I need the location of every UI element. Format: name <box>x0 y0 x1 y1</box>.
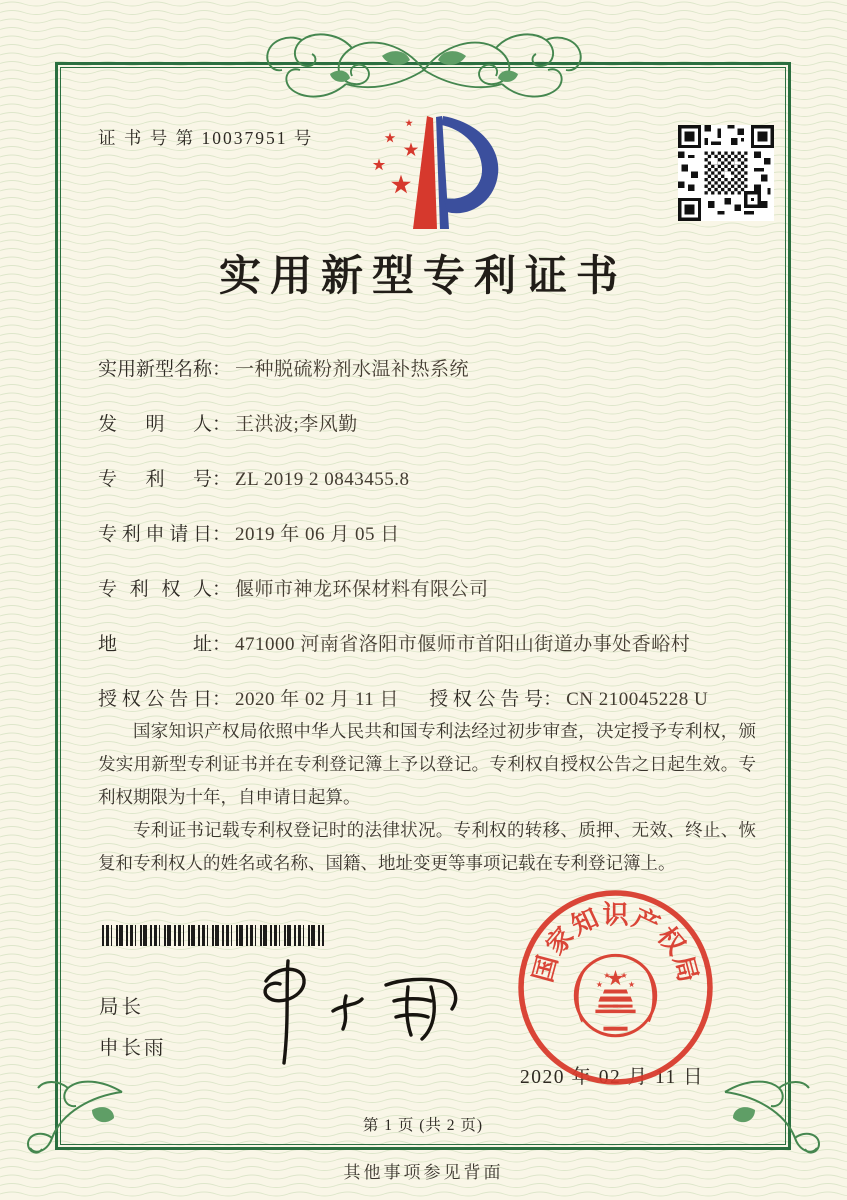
seal-char: 产 <box>628 903 665 941</box>
page-indicator: 第 1 页 (共 2 页) <box>362 1117 484 1134</box>
field-value: ZL 2019 2 0843455.8 <box>235 469 410 490</box>
field-row-address <box>98 632 754 658</box>
field-value: 2020 年 02 月 11 日 <box>235 689 400 710</box>
field-label: 专利申请日 <box>98 524 212 545</box>
seal-char: 权 <box>651 921 691 961</box>
field-value: 471000 河南省洛阳市偃师市首阳山街道办事处香峪村 <box>235 634 691 655</box>
field-colon: ： <box>212 524 232 545</box>
field-value-grant-no: CN 210045228 U <box>566 689 709 710</box>
seal-char: 国 <box>528 952 564 986</box>
certificate-border-frame <box>55 62 791 1150</box>
seal-date: 2020 年 02 月 11 日 <box>520 1067 705 1088</box>
field-label: 地址 <box>98 634 212 655</box>
corner-flourish-icon <box>715 1072 825 1158</box>
field-row-filing-date <box>98 522 754 548</box>
field-value: 偃师市神龙环保材料有限公司 <box>235 579 489 600</box>
field-row-inventor <box>98 412 754 438</box>
field-label: 实用新型名称 <box>98 359 213 380</box>
field-colon: ： <box>212 579 232 600</box>
field-colon: ： <box>212 359 232 380</box>
corner-flourish-icon <box>22 1072 132 1158</box>
field-label-grant-no: 授权公告号 <box>429 689 544 710</box>
field-label: 授权公告日 <box>98 689 212 710</box>
official-title: 局长 <box>99 997 145 1018</box>
field-colon: ： <box>212 634 232 655</box>
official-seal-icon <box>513 885 718 1090</box>
legal-text <box>98 715 756 880</box>
field-value: 2019 年 06 月 05 日 <box>235 524 400 545</box>
field-value: 王洪波;李风勤 <box>235 414 358 435</box>
seal-char: 知 <box>566 903 603 941</box>
field-row-name <box>98 357 754 383</box>
qr-code <box>678 125 774 221</box>
seal-char: 家 <box>540 921 580 961</box>
field-label: 发明人 <box>98 414 212 435</box>
field-list <box>98 357 754 742</box>
field-row-grant <box>98 687 754 713</box>
field-label: 专利权人 <box>98 579 212 600</box>
back-note: 其他事项参见背面 <box>343 1163 504 1182</box>
national-emblem-icon <box>575 955 655 1035</box>
field-colon: ： <box>212 414 232 435</box>
legal-paragraph: 国家知识产权局依照中华人民共和国专利法经过初步审查，决定授予专利权，颁发实用新型专利证书并在专利登记簿上予以登记。专利权自授权公告之日起生效。专利权期限为十年，自申请日起算。 <box>98 721 756 807</box>
legal-paragraph: 专利证书记载专利权登记时的法律状况。专利权的转移、质押、无效、终止、恢复和专利权人的姓名或名称、国籍、地址变更等事项记载在专利登记簿上。 <box>98 820 756 873</box>
field-value: 一种脱硫粉剂水温补热系统 <box>235 359 470 380</box>
cnipa-logo-icon <box>341 111 506 233</box>
seal-char: 识 <box>602 900 629 930</box>
field-row-patentee <box>98 577 754 603</box>
barcode <box>102 925 324 946</box>
certificate-title: 实用新型专利证书 <box>218 254 627 300</box>
official-name: 申长雨 <box>99 1038 167 1059</box>
official-block <box>99 987 167 1069</box>
seal-char: 局 <box>667 952 703 986</box>
field-label: 专利号 <box>98 469 212 490</box>
top-flourish-icon <box>254 22 594 112</box>
field-colon: ： <box>212 469 232 490</box>
certificate-number: 证 书 号 第 10037951 号 <box>98 128 314 148</box>
field-colon: ： <box>543 689 563 710</box>
signature-autograph <box>226 951 476 1071</box>
field-colon: ： <box>212 689 232 710</box>
field-row-patent-no <box>98 467 754 493</box>
